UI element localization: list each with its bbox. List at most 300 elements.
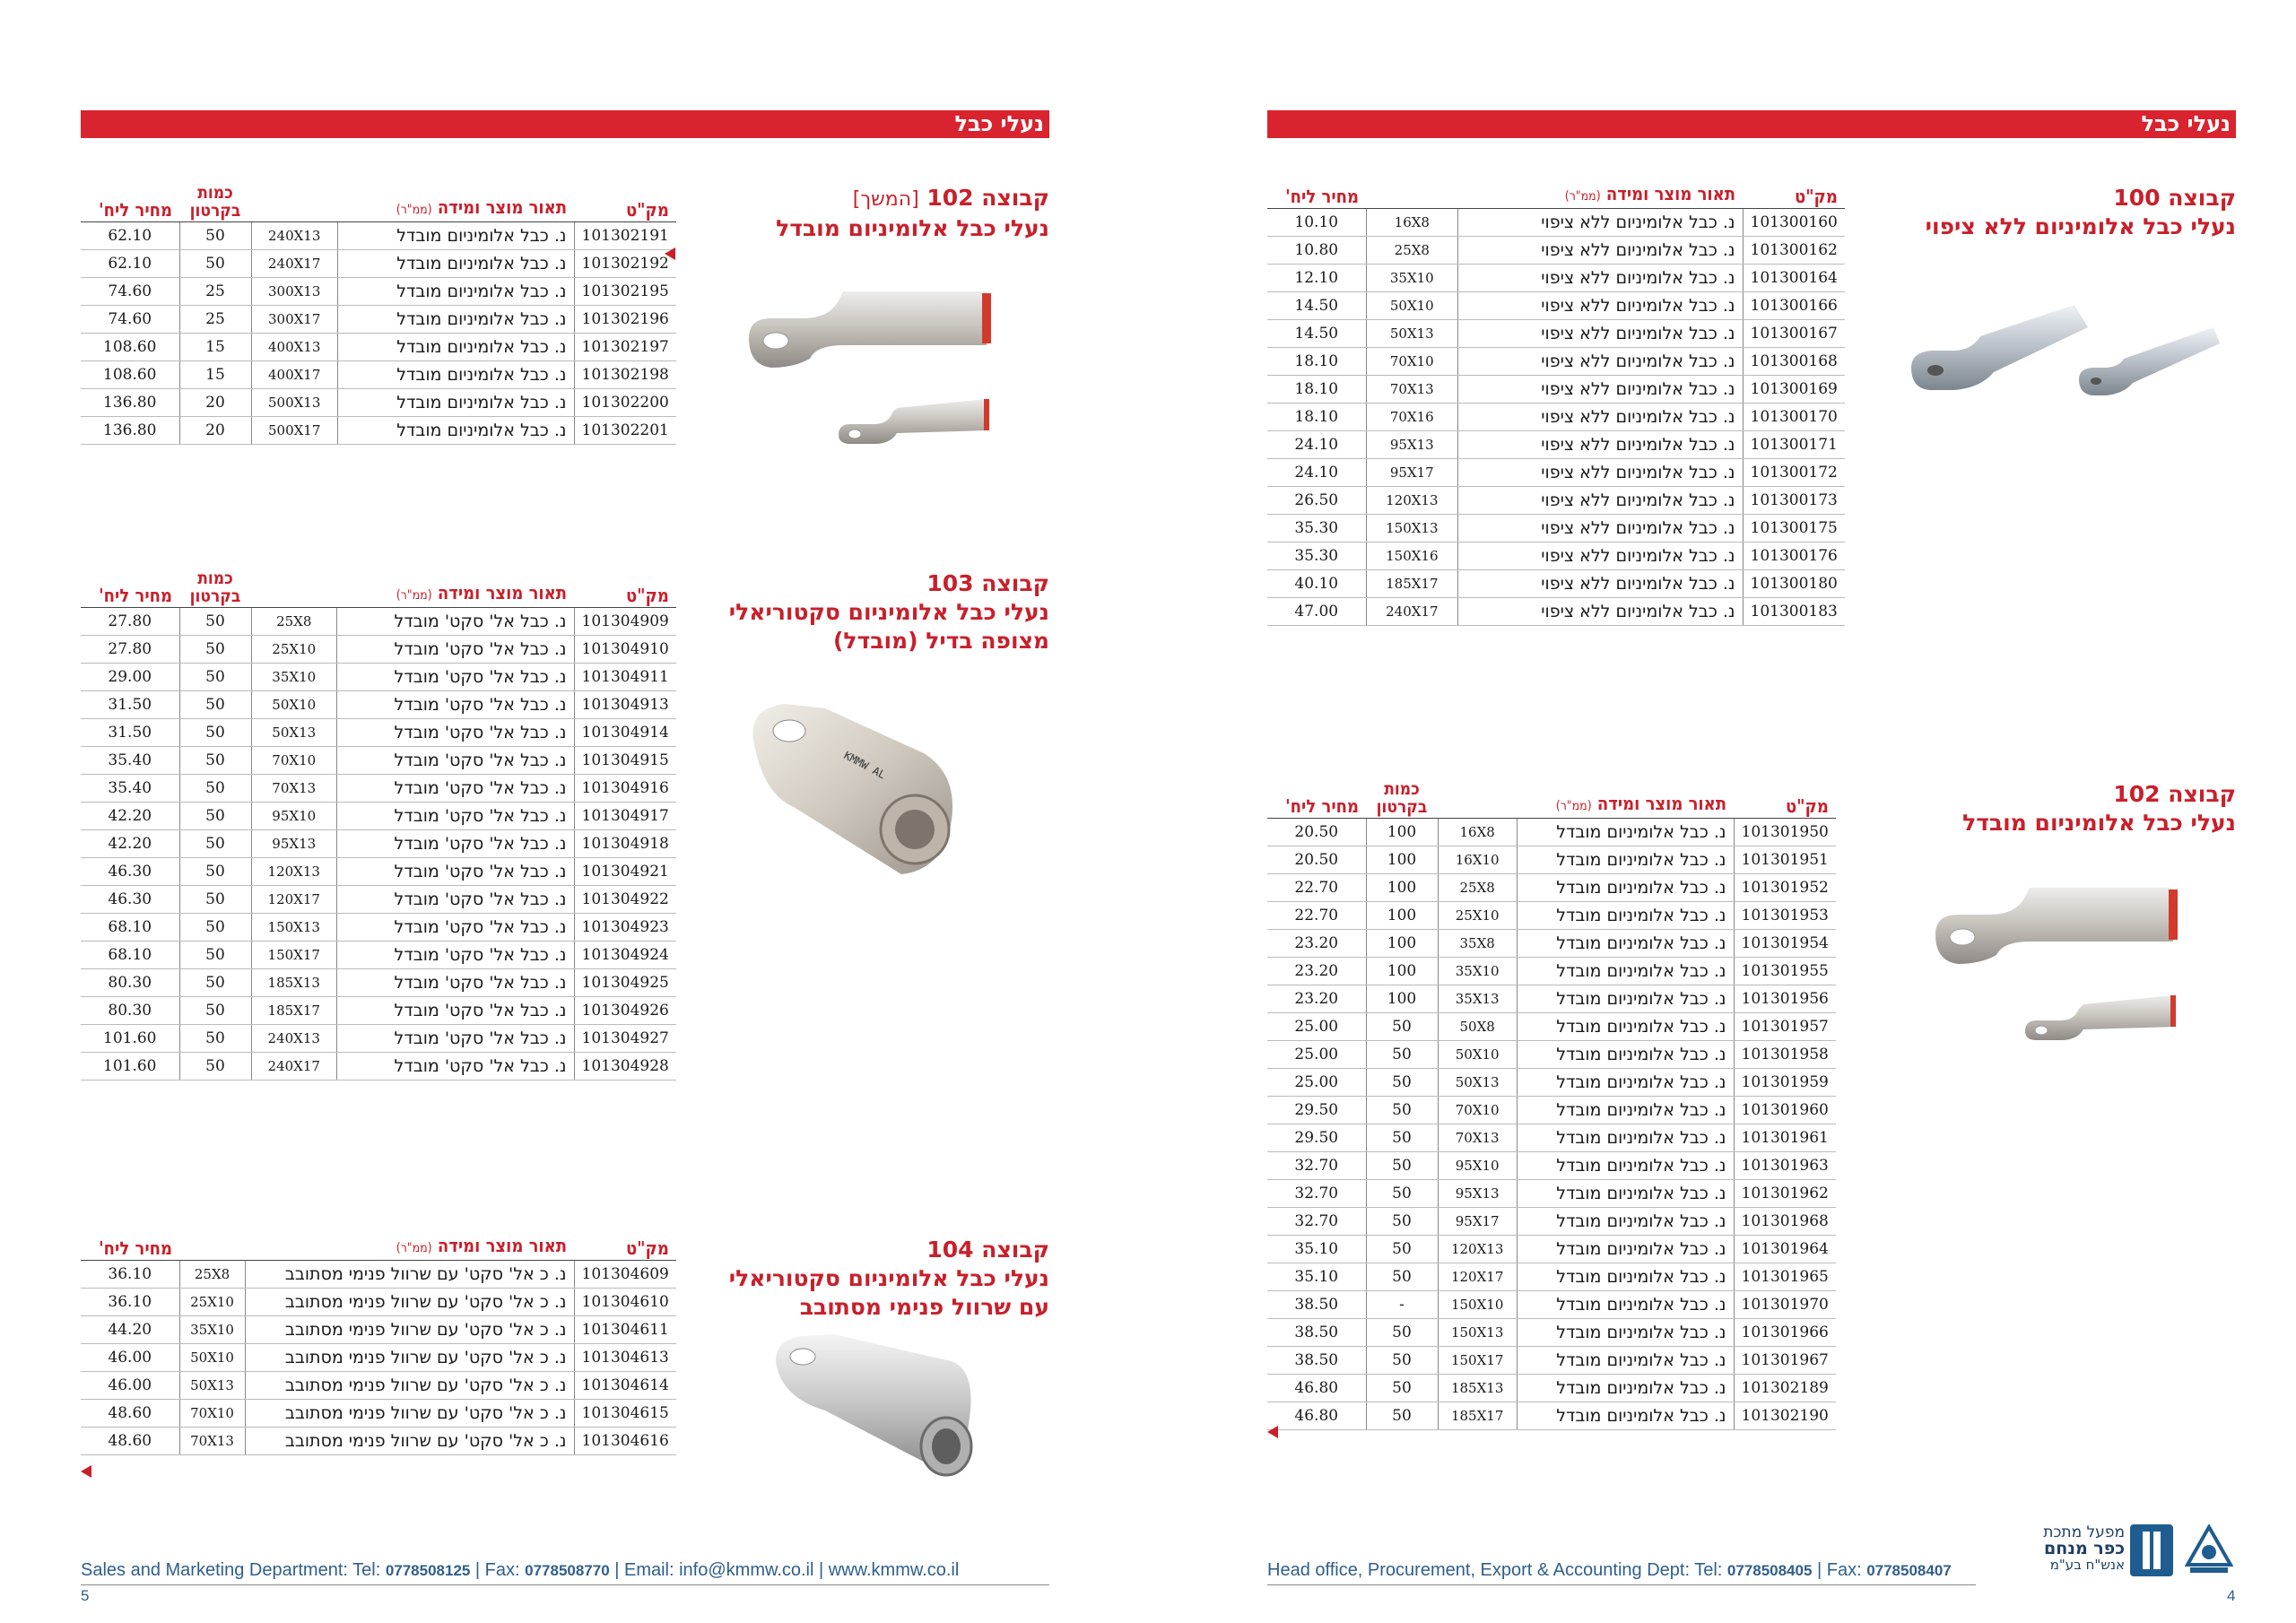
price-cell: 40.10 <box>1267 570 1366 598</box>
price-cell: 46.00 <box>81 1372 179 1400</box>
size-cell: 95X13 <box>1438 1180 1517 1208</box>
col-sku: מק"ט <box>1734 780 1836 819</box>
description-cell: נ. כבל אל' סקט' מובדל <box>336 830 574 858</box>
col-desc: תאור מוצר ומידה (ממ"ר) <box>251 184 574 222</box>
col-desc: תאור מוצר ומידה (ממ"ר) <box>1366 184 1743 209</box>
svg-text:KMMW AL: KMMW AL <box>841 749 888 782</box>
quantity-cell: 50 <box>179 250 251 278</box>
description-cell: נ. כבל אלומיניום ללא ציפוי <box>1458 459 1743 487</box>
sku-cell: 101300171 <box>1743 431 1845 459</box>
description-cell: נ. כבל אלומיניום מובדל <box>1517 819 1734 846</box>
description-cell: נ. כבל אלומיניום מובדל <box>337 361 574 389</box>
size-cell: 120X17 <box>251 886 336 914</box>
size-cell: 50X10 <box>1366 292 1458 320</box>
description-cell: נ. כבל אלומיניום מובדל <box>1517 1319 1734 1347</box>
description-cell: נ. כבל אל' סקט' מובדל <box>336 942 574 969</box>
sku-cell: 101300183 <box>1743 598 1845 626</box>
price-cell: 46.30 <box>81 886 179 914</box>
size-cell: 120X13 <box>251 858 336 886</box>
section-group-102-cont <box>81 184 1049 480</box>
description-cell: נ. כ אל' סקט' עם שרוול פנימי מסתובב <box>245 1316 574 1344</box>
size-cell: 16X8 <box>1438 819 1517 846</box>
quantity-cell: 50 <box>179 222 251 250</box>
size-cell: 150X17 <box>1438 1347 1517 1375</box>
size-cell: 150X17 <box>251 942 336 969</box>
sku-cell: 101304614 <box>574 1372 676 1400</box>
size-cell: 95X17 <box>1438 1208 1517 1236</box>
table-row <box>1267 985 1836 1013</box>
triangle-marker-icon <box>1267 1426 1278 1438</box>
price-cell: 10.10 <box>1267 209 1366 237</box>
description-cell: נ. כבל אלומיניום מובדל <box>1517 1375 1734 1402</box>
price-cell: 18.10 <box>1267 404 1366 431</box>
quantity-cell: 15 <box>179 334 251 361</box>
table-row <box>1267 431 1845 459</box>
size-cell: 240X13 <box>251 222 337 250</box>
sku-cell: 101301956 <box>1734 985 1836 1013</box>
col-qty: כמות בקרטון <box>1366 780 1438 819</box>
size-cell: 400X13 <box>251 334 337 361</box>
quantity-cell: 50 <box>179 636 251 664</box>
description-cell: נ. כבל אל' סקט' מובדל <box>336 664 574 691</box>
price-cell: 27.80 <box>81 608 179 636</box>
size-cell: 185X17 <box>1366 570 1458 598</box>
table-row <box>81 306 676 334</box>
section-title <box>1877 184 2236 241</box>
description-cell: נ. כבל אלומיניום מובדל <box>1517 1291 1734 1319</box>
price-cell: 29.00 <box>81 664 179 691</box>
page-banner: נעלי כבל <box>81 110 1049 138</box>
sku-cell: 101301965 <box>1734 1263 1836 1291</box>
price-cell: 62.10 <box>81 250 179 278</box>
table-row <box>81 691 676 719</box>
size-cell: 25X8 <box>179 1261 245 1289</box>
col-qty: כמות בקרטון <box>179 569 251 608</box>
col-sku: מק"ט <box>574 569 676 608</box>
price-cell: 36.10 <box>81 1261 179 1289</box>
table-row <box>81 1316 676 1344</box>
description-cell: נ. כבל אלומיניום מובדל <box>1517 846 1734 874</box>
quantity-cell: 50 <box>1366 1347 1438 1375</box>
description-cell: נ. כבל אלומיניום מובדל <box>1517 1402 1734 1430</box>
size-cell: 35X8 <box>1438 930 1517 958</box>
description-cell: נ. כבל אלומיניום מובדל <box>1517 985 1734 1013</box>
size-cell: 150X10 <box>1438 1291 1517 1319</box>
price-cell: 46.80 <box>1267 1375 1366 1402</box>
sku-cell: 101302192 <box>574 250 676 278</box>
sku-cell: 101302200 <box>574 389 676 417</box>
price-cell: 38.50 <box>1267 1291 1366 1319</box>
sku-cell: 101301960 <box>1734 1097 1836 1124</box>
description-cell: נ. כבל אלומיניום מובדל <box>337 389 574 417</box>
size-cell: 50X10 <box>179 1344 245 1372</box>
price-cell: 18.10 <box>1267 376 1366 404</box>
price-cell: 35.30 <box>1267 542 1366 570</box>
sku-cell: 101304918 <box>574 830 676 858</box>
section-heading: נעלי כבל אלומיניום מובדל <box>1962 810 2236 836</box>
price-cell: 12.10 <box>1267 265 1366 292</box>
quantity-cell: 50 <box>179 775 251 803</box>
size-cell: 50X13 <box>251 719 336 747</box>
description-cell: נ. כ אל' סקט' עם שרוול פנימי מסתובב <box>245 1289 574 1316</box>
sku-cell: 101302190 <box>1734 1402 1836 1430</box>
description-cell: נ. כ אל' סקט' עם שרוול פנימי מסתובב <box>245 1261 574 1289</box>
table-row <box>81 1261 676 1289</box>
size-cell: 25X8 <box>251 608 336 636</box>
col-price: מחיר ליח' <box>1267 184 1366 209</box>
size-cell: 70X10 <box>179 1400 245 1428</box>
insulated-lug-photo <box>731 282 1000 462</box>
sku-cell: 101304615 <box>574 1400 676 1428</box>
description-cell: נ. כבל אלומיניום מובדל <box>1517 1013 1734 1041</box>
description-cell: נ. כבל אל' סקט' מובדל <box>336 1053 574 1081</box>
description-cell: נ. כבל אלומיניום מובדל <box>1517 1124 1734 1152</box>
size-cell: 35X13 <box>1438 985 1517 1013</box>
sku-cell: 101300164 <box>1743 265 1845 292</box>
size-cell: 70X13 <box>1438 1124 1517 1152</box>
price-cell: 27.80 <box>81 636 179 664</box>
size-cell: 25X10 <box>251 636 336 664</box>
quantity-cell: 100 <box>1366 819 1438 846</box>
group-label: קבוצה 104 <box>926 1237 1049 1263</box>
quantity-cell: 100 <box>1366 985 1438 1013</box>
sku-cell: 101304923 <box>574 914 676 942</box>
sku-cell: 101304909 <box>574 608 676 636</box>
size-cell: 70X13 <box>1366 376 1458 404</box>
table-row <box>1267 1208 1836 1236</box>
sku-cell: 101301955 <box>1734 958 1836 985</box>
uncoated-lug-photo <box>1904 300 2236 417</box>
price-cell: 31.50 <box>81 719 179 747</box>
sku-cell: 101302196 <box>574 306 676 334</box>
table-row <box>81 361 676 389</box>
table-row <box>81 1344 676 1372</box>
sku-cell: 101301954 <box>1734 930 1836 958</box>
size-cell: 120X13 <box>1366 487 1458 515</box>
price-cell: 136.80 <box>81 417 179 445</box>
sku-cell: 101304610 <box>574 1289 676 1316</box>
description-cell: נ. כבל אלומיניום ללא ציפוי <box>1458 542 1743 570</box>
table-row <box>81 334 676 361</box>
price-cell: 80.30 <box>81 969 179 997</box>
table-row <box>81 417 676 445</box>
description-cell: נ. כבל אלומיניום מובדל <box>1517 1152 1734 1180</box>
col-sku: מק"ט <box>574 1236 676 1261</box>
size-cell: 120X13 <box>1438 1236 1517 1263</box>
sku-cell: 101304915 <box>574 747 676 775</box>
table-row <box>81 389 676 417</box>
sku-cell: 101301968 <box>1734 1208 1836 1236</box>
sku-cell: 101301967 <box>1734 1347 1836 1375</box>
right-page <box>1267 0 2236 1623</box>
footer-contact: Head office, Procurement, Export & Accounting Dept: Tel: 0778508405 | Fax: 0778508407 <box>1267 1560 1952 1580</box>
sku-cell: 101301959 <box>1734 1069 1836 1097</box>
price-cell: 74.60 <box>81 278 179 306</box>
price-cell: 35.30 <box>1267 515 1366 542</box>
quantity-cell: 50 <box>179 830 251 858</box>
sku-cell: 101304921 <box>574 858 676 886</box>
size-cell: 240X13 <box>251 1025 336 1053</box>
price-cell: 46.80 <box>1267 1402 1366 1430</box>
table-row <box>81 914 676 942</box>
price-cell: 23.20 <box>1267 985 1366 1013</box>
table-row <box>81 1053 676 1081</box>
col-sku: מק"ט <box>574 184 676 222</box>
price-cell: 136.80 <box>81 389 179 417</box>
price-cell: 38.50 <box>1267 1319 1366 1347</box>
table-row <box>1267 1319 1836 1347</box>
sku-cell: 101300166 <box>1743 292 1845 320</box>
description-cell: נ. כבל אלומיניום ללא ציפוי <box>1458 431 1743 459</box>
price-cell: 68.10 <box>81 914 179 942</box>
description-cell: נ. כבל אלומיניום מובדל <box>337 417 574 445</box>
table-row <box>1267 1236 1836 1263</box>
size-cell: 185X17 <box>251 997 336 1025</box>
price-cell: 68.10 <box>81 942 179 969</box>
sku-cell: 101304916 <box>574 775 676 803</box>
price-cell: 25.00 <box>1267 1069 1366 1097</box>
sku-cell: 101301958 <box>1734 1041 1836 1069</box>
sku-cell: 101300167 <box>1743 320 1845 348</box>
table-row <box>1267 542 1845 570</box>
quantity-cell: 15 <box>179 361 251 389</box>
description-cell: נ. כבל אלומיניום ללא ציפוי <box>1458 515 1743 542</box>
table-row <box>1267 958 1836 985</box>
table-row <box>1267 1375 1836 1402</box>
footer-contact: Sales and Marketing Department: Tel: 0778508125 | Fax: 0778508770 | Email: info@kmmw.co.il | www.kmmw.co.il <box>81 1560 960 1580</box>
section-title <box>691 184 1049 243</box>
table-row <box>1267 320 1845 348</box>
table-row <box>81 1025 676 1053</box>
sku-cell: 101304609 <box>574 1261 676 1289</box>
table-row <box>81 608 676 636</box>
description-cell: נ. כבל אלומיניום מובדל <box>1517 1236 1734 1263</box>
quantity-cell: 50 <box>179 719 251 747</box>
price-cell: 29.50 <box>1267 1097 1366 1124</box>
size-cell: 150X16 <box>1366 542 1458 570</box>
section-subheading: מצופה בדיל (מובדל) <box>832 628 1049 654</box>
quantity-cell: 25 <box>179 278 251 306</box>
table-row <box>1267 348 1845 376</box>
table-row <box>81 719 676 747</box>
price-cell: 46.30 <box>81 858 179 886</box>
sku-cell: 101304616 <box>574 1428 676 1455</box>
sku-cell: 101302197 <box>574 334 676 361</box>
size-cell: 500X17 <box>251 417 337 445</box>
sku-cell: 101304926 <box>574 997 676 1025</box>
description-cell: נ. כבל אלומיניום ללא ציפוי <box>1458 487 1743 515</box>
description-cell: נ. כבל אל' סקט' מובדל <box>336 997 574 1025</box>
quantity-cell: 50 <box>1366 1375 1438 1402</box>
table-row <box>81 858 676 886</box>
quantity-cell: 50 <box>1366 1152 1438 1180</box>
size-cell: 185X17 <box>1438 1402 1517 1430</box>
table-row <box>81 1372 676 1400</box>
description-cell: נ. כבל אלומיניום מובדל <box>1517 1069 1734 1097</box>
size-cell: 50X8 <box>1438 1013 1517 1041</box>
size-cell: 95X17 <box>1366 459 1458 487</box>
table-row <box>1267 1180 1836 1208</box>
price-cell: 20.50 <box>1267 846 1366 874</box>
price-cell: 46.00 <box>81 1344 179 1372</box>
size-cell: 35X10 <box>251 664 336 691</box>
table-row <box>81 664 676 691</box>
size-cell: 35X10 <box>1366 265 1458 292</box>
group-label: קבוצה 102 <box>926 185 1049 211</box>
section-group-103 <box>81 569 1049 1143</box>
sku-cell: 101301951 <box>1734 846 1836 874</box>
col-sku: מק"ט <box>1743 184 1845 209</box>
price-cell: 35.10 <box>1267 1263 1366 1291</box>
factory-logo-icon <box>2130 1524 2173 1576</box>
size-cell: 50X13 <box>179 1372 245 1400</box>
triangle-marker-icon <box>81 1465 91 1478</box>
description-cell: נ. כבל אלומיניום מובדל <box>337 222 574 250</box>
price-cell: 35.40 <box>81 747 179 775</box>
left-page <box>81 0 1049 1623</box>
sku-cell: 101304917 <box>574 803 676 830</box>
col-price: מחיר ליח' <box>81 184 179 222</box>
sku-cell: 101304928 <box>574 1053 676 1081</box>
triangle-marker-icon <box>665 247 675 260</box>
sku-cell: 101304911 <box>574 664 676 691</box>
size-cell: 240X17 <box>251 250 337 278</box>
table-row <box>1267 515 1845 542</box>
table-row <box>81 250 676 278</box>
table-row <box>81 969 676 997</box>
table-row <box>81 1289 676 1316</box>
quantity-cell: 50 <box>179 803 251 830</box>
quantity-cell: 50 <box>179 1025 251 1053</box>
table-row <box>81 830 676 858</box>
table-row <box>81 747 676 775</box>
section-heading: נעלי כבל אלומיניום סקטוריאלי <box>728 599 1049 625</box>
sku-cell: 101300176 <box>1743 542 1845 570</box>
price-cell: 35.10 <box>1267 1236 1366 1263</box>
size-cell: 95X10 <box>251 803 336 830</box>
quantity-cell: 50 <box>179 608 251 636</box>
sku-cell: 101301964 <box>1734 1236 1836 1263</box>
description-cell: נ. כבל אלומיניום מובדל <box>1517 1347 1734 1375</box>
description-cell: נ. כבל אלומיניום ללא ציפוי <box>1458 598 1743 626</box>
insulated-lug-photo <box>1918 879 2187 1058</box>
page-number: 4 <box>2227 1587 2236 1604</box>
table-row <box>1267 930 1836 958</box>
price-cell: 47.00 <box>1267 598 1366 626</box>
price-cell: 44.20 <box>81 1316 179 1344</box>
description-cell: נ. כבל אל' סקט' מובדל <box>336 914 574 942</box>
table-row <box>1267 570 1845 598</box>
group-label: קבוצה 103 <box>926 570 1049 596</box>
sku-cell: 101300175 <box>1743 515 1845 542</box>
description-cell: נ. כבל אלומיניום ללא ציפוי <box>1458 237 1743 265</box>
product-table <box>1267 184 1845 626</box>
quantity-cell: 50 <box>179 1053 251 1081</box>
price-cell: 24.10 <box>1267 431 1366 459</box>
col-price: מחיר ליח' <box>1267 780 1366 819</box>
sku-cell: 101301952 <box>1734 874 1836 902</box>
quantity-cell: 100 <box>1366 846 1438 874</box>
table-row <box>81 1428 676 1455</box>
quantity-cell: 100 <box>1366 930 1438 958</box>
sku-cell: 101302198 <box>574 361 676 389</box>
size-cell: 150X13 <box>1366 515 1458 542</box>
sku-cell: 101304611 <box>574 1316 676 1344</box>
sku-cell: 101300170 <box>1743 404 1845 431</box>
description-cell: נ. כבל אל' סקט' מובדל <box>336 775 574 803</box>
table-row <box>1267 376 1845 404</box>
size-cell: 400X17 <box>251 361 337 389</box>
price-cell: 42.20 <box>81 803 179 830</box>
size-cell: 240X17 <box>251 1053 336 1081</box>
sku-cell: 101301962 <box>1734 1180 1836 1208</box>
group-label: קבוצה 102 <box>2113 781 2236 807</box>
size-cell: 120X17 <box>1438 1263 1517 1291</box>
price-cell: 22.70 <box>1267 902 1366 930</box>
quantity-cell: 50 <box>179 858 251 886</box>
description-cell: נ. כבל אלומיניום ללא ציפוי <box>1458 404 1743 431</box>
size-cell: 240X17 <box>1366 598 1458 626</box>
size-cell: 70X10 <box>1366 348 1458 376</box>
sku-cell: 101301957 <box>1734 1013 1836 1041</box>
table-row <box>81 1400 676 1428</box>
description-cell: נ. כ אל' סקט' עם שרוול פנימי מסתובב <box>245 1428 574 1455</box>
product-table <box>81 184 676 445</box>
price-cell: 48.60 <box>81 1400 179 1428</box>
price-cell: 10.80 <box>1267 237 1366 265</box>
description-cell: נ. כבל אל' סקט' מובדל <box>336 719 574 747</box>
sku-cell: 101304924 <box>574 942 676 969</box>
sku-cell: 101301950 <box>1734 819 1836 846</box>
size-cell: 70X16 <box>1366 404 1458 431</box>
table-row <box>1267 292 1845 320</box>
table-row <box>81 222 676 250</box>
size-cell: 35X10 <box>1438 958 1517 985</box>
quantity-cell: 50 <box>1366 1236 1438 1263</box>
description-cell: נ. כבל אלומיניום מובדל <box>337 306 574 334</box>
sku-cell: 101300160 <box>1743 209 1845 237</box>
description-cell: נ. כבל אל' סקט' מובדל <box>336 691 574 719</box>
price-cell: 108.60 <box>81 334 179 361</box>
table-row <box>1267 1097 1836 1124</box>
table-row <box>1267 404 1845 431</box>
price-cell: 25.00 <box>1267 1013 1366 1041</box>
description-cell: נ. כבל אל' סקט' מובדל <box>336 803 574 830</box>
description-cell: נ. כ אל' סקט' עם שרוול פנימי מסתובב <box>245 1344 574 1372</box>
section-heading: נעלי כבל אלומיניום סקטוריאלי <box>728 1265 1049 1291</box>
col-price: מחיר ליח' <box>81 569 179 608</box>
col-qty: כמות בקרטון <box>179 184 251 222</box>
table-row <box>1267 1347 1836 1375</box>
size-cell: 95X10 <box>1438 1152 1517 1180</box>
quantity-cell: 50 <box>1366 1013 1438 1041</box>
quantity-cell: 20 <box>179 417 251 445</box>
size-cell: 300X13 <box>251 278 337 306</box>
quantity-cell: - <box>1366 1291 1438 1319</box>
table-row <box>1267 1013 1836 1041</box>
size-cell: 70X13 <box>251 775 336 803</box>
description-cell: נ. כבל אלומיניום מובדל <box>337 250 574 278</box>
size-cell: 16X8 <box>1366 209 1458 237</box>
sku-cell: 101302189 <box>1734 1375 1836 1402</box>
size-cell: 50X10 <box>1438 1041 1517 1069</box>
size-cell: 50X13 <box>1366 320 1458 348</box>
logo-line-1: מפעל מתכת <box>2043 1523 2125 1541</box>
quantity-cell: 50 <box>1366 1041 1438 1069</box>
size-cell: 150X13 <box>251 914 336 942</box>
table-row <box>1267 487 1845 515</box>
quantity-cell: 50 <box>1366 1180 1438 1208</box>
